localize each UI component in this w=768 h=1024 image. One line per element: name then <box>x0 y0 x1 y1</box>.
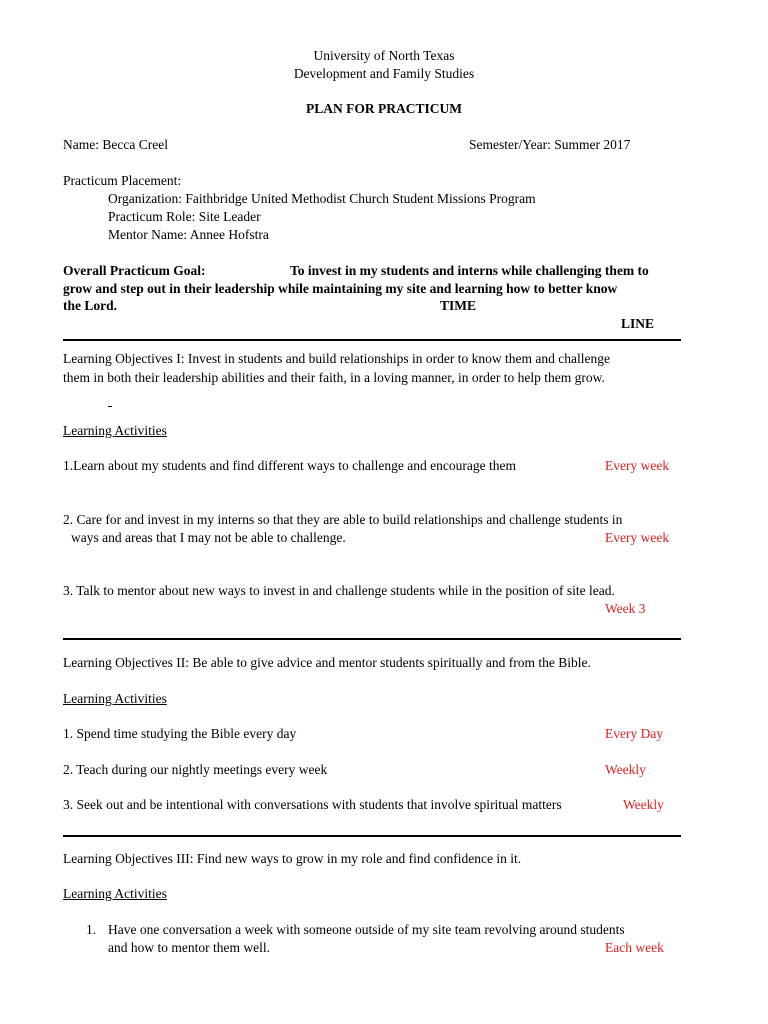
document-title: PLAN FOR PRACTICUM <box>306 101 462 116</box>
objective-2-activity-3-time: Weekly <box>623 797 664 812</box>
goal-label: Overall Practicum Goal: <box>63 263 206 278</box>
objective-3-activity-1-time: Each week <box>605 940 664 955</box>
objective-2-activity-2-time: Weekly <box>605 762 646 777</box>
objective-3-text: Learning Objectives III: Find new ways to grow in my role and find confidence in it. <box>63 851 522 866</box>
objective-2-activity-2: 2. Teach during our nightly meetings every week <box>63 762 328 777</box>
objective-3-activity-1-line-2: and how to mentor them well. <box>108 940 270 955</box>
stray-mark <box>108 406 112 407</box>
student-name: Name: Becca Creel <box>63 137 168 152</box>
objective-3-activities-heading: Learning Activities <box>63 886 167 901</box>
semester-year: Semester/Year: Summer 2017 <box>469 137 631 152</box>
line-label: LINE <box>621 316 655 331</box>
time-label: TIME <box>440 298 477 313</box>
objective-2-activity-3: 3. Seek out and be intentional with conversations with students that involve spiritual matters <box>63 797 562 812</box>
section-divider <box>63 638 681 640</box>
objective-2-activity-1-time: Every Day <box>605 726 664 741</box>
objective-1-activity-3-time: Week 3 <box>605 601 646 616</box>
objective-1-text-line-2: them in both their leadership abilities and their faith, in a loving manner, in order to help them grow. <box>63 370 605 385</box>
objective-2-activities-heading: Learning Activities <box>63 691 167 706</box>
objective-1-activity-2-line-2: ways and areas that I may not be able to challenge. <box>71 530 346 545</box>
organization: Organization: Faithbridge United Methodist Church Student Missions Program <box>108 191 536 206</box>
goal-text-line-1: To invest in my students and interns while challenging them to <box>290 263 649 278</box>
mentor-name: Mentor Name: Annee Hofstra <box>108 227 269 242</box>
objective-3-activity-1-number: 1. <box>86 922 97 937</box>
goal-text-line-3: the Lord. <box>63 298 117 313</box>
objective-1-activity-2-line-1: 2. Care for and invest in my interns so that they are able to build relationships and challenge students in <box>63 512 623 527</box>
section-divider <box>63 835 681 837</box>
objective-3-activity-1-line-1: Have one conversation a week with someone outside of my site team revolving around students <box>108 922 625 937</box>
objective-2-text: Learning Objectives II: Be able to give advice and mentor students spiritually and from the Bible. <box>63 655 591 670</box>
university-name: University of North Texas <box>313 48 455 63</box>
department-name: Development and Family Studies <box>293 66 475 81</box>
objective-1-activities-heading: Learning Activities <box>63 423 167 438</box>
objective-1-activity-3: 3. Talk to mentor about new ways to invest in and challenge students while in the position of site lead. <box>63 583 615 598</box>
placement-label: Practicum Placement: <box>63 173 182 188</box>
objective-1-activity-2-time: Every week <box>605 530 670 545</box>
practicum-role: Practicum Role: Site Leader <box>108 209 261 224</box>
objective-1-text-line-1: Learning Objectives I: Invest in students and build relationships in order to know them and challenge <box>63 351 610 366</box>
section-divider <box>63 339 681 341</box>
objective-1-activity-1-time: Every week <box>605 458 670 473</box>
goal-text-line-2: grow and step out in their leadership while maintaining my site and learning how to better know <box>63 281 618 296</box>
objective-1-activity-1: 1.Learn about my students and find different ways to challenge and encourage them <box>63 458 516 473</box>
objective-2-activity-1: 1. Spend time studying the Bible every day <box>63 726 297 741</box>
